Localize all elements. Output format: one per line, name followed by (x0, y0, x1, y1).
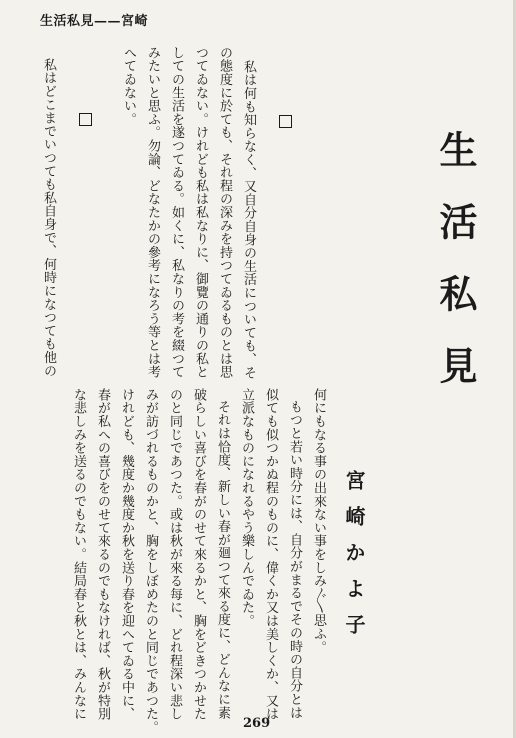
section-marker-box (79, 113, 92, 126)
page-number: 269 (243, 716, 271, 731)
body-column: みたいと思ふ。勿論、どなたかの參考になろう等とは考 (145, 46, 160, 379)
body-column: みが訪づれるものかと、胸をしぼめたのと同じであつた。 (143, 388, 158, 734)
running-head: 生活私見——宮崎 (40, 14, 149, 29)
body-column: な悲しみを送るのでもない。結局春と秋とは、みんなに (71, 388, 86, 721)
body-column: つてゐない。けれども私は私なりに、御覽の通りの私と (193, 46, 208, 379)
author-name: 宮崎かよ子 (342, 470, 366, 650)
body-column: けれども、幾度か幾度か秋を送り春を迎へてゐる中に、 (119, 388, 134, 721)
section-marker-box (279, 115, 292, 128)
essay-title: 生活私見 (433, 130, 478, 418)
body-column: 立派なものになれるやう樂しんでゐた。 (239, 388, 254, 628)
body-column: 何にもなる事の出來ない事をしみ〴〵思ふ。 (311, 388, 326, 654)
body-column: へてゐない。 (121, 46, 136, 126)
body-column: もつと若い時分には、自分がまるでその時の自分とは (287, 400, 302, 720)
body-column: のと同じであつた。或は秋が來る每に、どれ程深い悲し (167, 388, 182, 721)
body-column: 私はどこまでいつても私自身で、何時になつても他の (41, 58, 56, 378)
body-column: それは恰度、新しい春が廻つて來る度に、どんなに素 (215, 400, 230, 720)
body-column: 春が私への喜びをのせて來るのでもなければ、秋が特別 (95, 388, 110, 721)
body-column: 破らしい喜びを春がのせて來るかと、胸をどきつかせた (191, 388, 206, 721)
body-column: 似ても似つかぬ程のものに、偉くか又は美しくか、又は (263, 388, 278, 721)
body-column: しての生活を遂つてゐる。如くに、私なりの考を綴つて (169, 46, 184, 379)
body-column: 私は何も知らなく、又自分自身の生活についても、そ (241, 60, 256, 380)
body-column: の態度に於ても、それ程の深みを持つてゐるものとは思 (217, 46, 232, 379)
